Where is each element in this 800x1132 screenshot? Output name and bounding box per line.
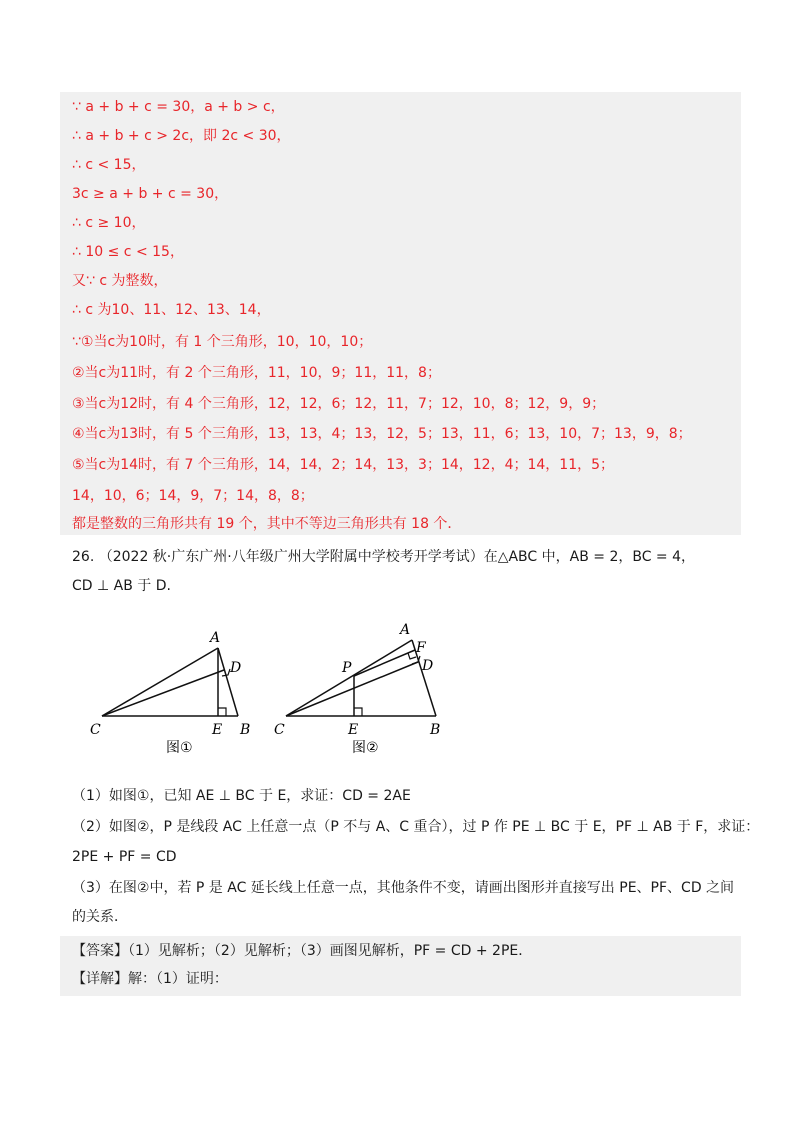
figure-1 <box>90 630 250 756</box>
solution-line: ∵ a + b + c = 30，a + b > c， <box>72 99 285 115</box>
problem-number: 26. <box>72 549 95 565</box>
solution-line: 都是整数的三角形共有 19 个，其中不等边三角形共有 18 个． <box>72 516 462 532</box>
question-3-line1: （3）在图②中，若 P 是 AC 延长线上任意一点，其他条件不变，请画出图形并直接写出 PE、PF、CD 之间 <box>72 880 735 896</box>
fig2-label-d: D <box>422 658 434 674</box>
solution-line: ∴ c < 15， <box>72 157 146 173</box>
problem-source: （2022 秋·广东广州·八年级广州大学附属中学校考开学考试） <box>98 549 484 565</box>
solution-line: ②当c为11时，有 2 个三角形，11，10，9；11，11，8； <box>72 365 441 381</box>
geometry-figures <box>88 618 468 758</box>
question-2-line2: 2PE + PF = CD <box>72 849 177 865</box>
detail-text: 解：（1）证明： <box>128 971 228 987</box>
solution-line: ⑤当c为14时，有 7 个三角形，14，14，2；14，13，3；14，12，4；14，11，5； <box>72 457 615 473</box>
solution-line: ∴ 10 ≤ c < 15， <box>72 244 184 260</box>
fig2-label-c: C <box>274 722 285 738</box>
fig2-label-p: P <box>342 660 352 676</box>
fig1-label-e: E <box>212 722 223 738</box>
solution-line: ∴ a + b + c > 2c，即 2c < 30， <box>72 128 291 144</box>
solution-line: 又∵ c 为整数， <box>72 273 168 289</box>
fig2-caption: 图② <box>352 740 379 756</box>
fig1-label-a: A <box>210 630 221 646</box>
answer-tag: 【答案】 <box>72 943 128 959</box>
solution-line: 3c ≥ a + b + c = 30， <box>72 186 229 202</box>
problem-stem-part2: CD ⊥ AB 于 D. <box>72 578 171 594</box>
fig2-label-e: E <box>348 722 359 738</box>
problem-stem-part1: 在△ABC 中，AB = 2，BC = 4， <box>483 549 696 565</box>
detail-tag: 【详解】 <box>72 971 128 987</box>
solution-line: ∴ c ≥ 10， <box>72 215 146 231</box>
answer-text: （1）见解析；（2）见解析；（3）画图见解析，PF = CD + 2PE． <box>128 943 533 959</box>
fig2-label-b: B <box>430 722 441 738</box>
figure-2 <box>274 622 440 756</box>
fig1-label-d: D <box>230 660 242 676</box>
fig1-caption: 图① <box>166 740 193 756</box>
answer-line <box>72 942 532 960</box>
solution-line: 14，10，6；14，9，7；14，8，8； <box>72 488 314 504</box>
question-3-line2: 的关系． <box>72 909 128 925</box>
solution-line: ∵①当c为10时，有 1 个三角形，10，10，10； <box>72 334 373 350</box>
detail-line <box>72 970 228 988</box>
solution-line: ④当c为13时，有 5 个三角形，13，13，4；13，12，5；13，11，6；13，10，7；13，9，8； <box>72 426 692 442</box>
fig1-label-c: C <box>90 722 101 738</box>
question-2-line1: （2）如图②，P 是线段 AC 上任意一点（P 不与 A、C 重合），过 P 作 PE ⊥ BC 于 E，PF ⊥ AB 于 F，求证： <box>72 819 760 835</box>
question-1: （1）如图①，已知 AE ⊥ BC 于 E，求证：CD = 2AE <box>72 788 411 804</box>
fig2-label-f: F <box>416 640 426 656</box>
solution-line: ∴ c 为10、11、12、13、14， <box>72 302 271 318</box>
solution-line: ③当c为12时，有 4 个三角形，12，12，6；12，11，7；12，10，8；12，9，9； <box>72 396 606 412</box>
problem-stem-line1 <box>72 548 695 566</box>
fig2-label-a: A <box>400 622 411 638</box>
fig1-label-b: B <box>240 722 251 738</box>
